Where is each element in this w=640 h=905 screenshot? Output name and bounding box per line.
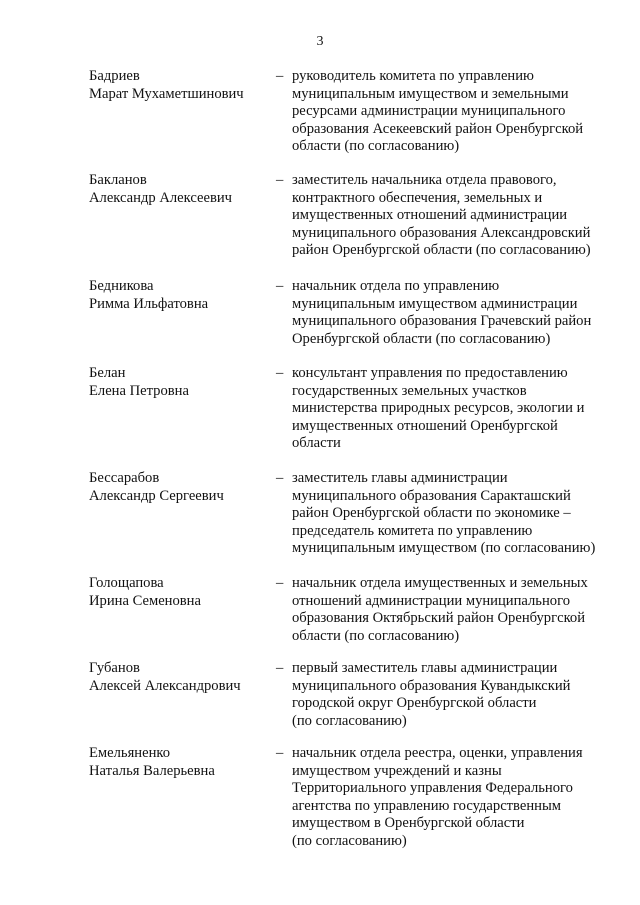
position-line: области <box>292 435 341 451</box>
member-given-names: Елена Петровна <box>89 382 189 399</box>
position-line: имуществом в Оренбургской области <box>292 815 525 831</box>
position-line: (по согласованию) <box>292 712 407 729</box>
separator-dash: – <box>276 660 284 676</box>
position-line: образования Асекеевский район Оренбургской <box>292 120 584 137</box>
position-line: муниципальным имуществом (по согласованию) <box>292 540 596 556</box>
member-surname: Бадриев <box>89 68 140 84</box>
position-line: консультант управления по предоставлению <box>292 365 568 381</box>
member-name <box>89 365 269 400</box>
separator-dash: – <box>276 365 284 381</box>
page-number: 3 <box>316 34 324 49</box>
member-name <box>89 745 269 780</box>
position-line: первый заместитель главы администрации <box>292 660 558 676</box>
position-line: ресурсами администрации муниципального <box>292 103 566 119</box>
position-line: муниципального образования Грачевский район <box>292 313 592 329</box>
member-given-names: Алексей Александрович <box>89 677 241 694</box>
separator-dash: – <box>276 68 284 84</box>
position-line: начальник отдела по управлению <box>292 278 500 294</box>
member-surname: Емельяненко <box>89 745 171 761</box>
member-position <box>292 470 614 558</box>
member-given-names: Ирина Семеновна <box>89 592 201 609</box>
position-line: район Оренбургской области по экономике – <box>292 505 571 521</box>
separator-dash: – <box>276 575 284 591</box>
member-surname: Бедникова <box>89 278 154 294</box>
member-entry <box>0 365 640 475</box>
position-line: имущественных отношений администрации <box>292 207 568 223</box>
member-position <box>292 745 614 850</box>
member-position <box>292 172 614 260</box>
position-line: район Оренбургской области (по согласованию) <box>292 242 591 258</box>
separator-dash: – <box>276 172 284 188</box>
position-line: министерства природных ресурсов, экологии и <box>292 400 585 416</box>
member-name <box>89 278 269 313</box>
member-name <box>89 470 269 505</box>
position-line: муниципального образования Саракташский <box>292 487 571 504</box>
member-position <box>292 365 614 453</box>
position-line: Оренбургской области (по согласованию) <box>292 330 551 347</box>
member-given-names: Наталья Валерьевна <box>89 762 215 779</box>
position-line: муниципальным имуществом администрации <box>292 295 578 312</box>
member-name <box>89 68 269 103</box>
position-line: Территориального управления Федерального <box>292 780 573 796</box>
member-entry <box>0 68 640 178</box>
position-line: начальник отдела реестра, оценки, управления <box>292 745 583 761</box>
member-entry <box>0 172 640 282</box>
position-line: отношений администрации муниципального <box>292 592 570 609</box>
position-line: агентства по управлению государственным <box>292 797 562 814</box>
position-line: председатель комитета по управлению <box>292 522 533 539</box>
member-name <box>89 575 269 610</box>
position-line: заместитель начальника отдела правового, <box>292 172 557 188</box>
member-position <box>292 660 614 730</box>
separator-dash: – <box>276 278 284 294</box>
position-line: государственных земельных участков <box>292 382 527 399</box>
member-given-names: Александр Сергеевич <box>89 487 224 504</box>
member-position <box>292 278 614 348</box>
member-name <box>89 172 269 207</box>
member-given-names: Марат Мухаметшинович <box>89 85 244 102</box>
member-position <box>292 575 614 645</box>
position-line: городской округ Оренбургской области <box>292 695 537 711</box>
position-line: области (по согласованию) <box>292 138 460 154</box>
position-line: области (по согласованию) <box>292 627 460 644</box>
member-entry <box>0 470 640 580</box>
member-given-names: Александр Алексеевич <box>89 189 233 206</box>
position-line: (по согласованию) <box>292 832 407 849</box>
member-surname: Голощапова <box>89 575 164 591</box>
member-surname: Бакланов <box>89 172 147 188</box>
member-entry <box>0 745 640 875</box>
member-surname: Бессарабов <box>89 470 160 486</box>
separator-dash: – <box>276 470 284 486</box>
member-given-names: Римма Ильфатовна <box>89 295 209 312</box>
position-line: имуществом учреждений и казны <box>292 762 502 779</box>
position-line: руководитель комитета по управлению <box>292 68 534 84</box>
position-line: контрактного обеспечения, земельных и <box>292 189 543 206</box>
position-line: образования Октябрьский район Оренбургской <box>292 610 586 626</box>
member-name <box>89 660 269 695</box>
member-surname: Белан <box>89 365 126 381</box>
position-line: имущественных отношений Оренбургской <box>292 417 558 434</box>
member-position <box>292 68 614 156</box>
position-line: муниципального образования Кувандыкский <box>292 677 571 694</box>
position-line: муниципальным имуществом и земельными <box>292 85 569 102</box>
member-surname: Губанов <box>89 660 140 676</box>
position-line: муниципального образования Александровский <box>292 224 591 241</box>
position-line: начальник отдела имущественных и земельных <box>292 575 588 591</box>
separator-dash: – <box>276 745 284 761</box>
position-line: заместитель главы администрации <box>292 470 508 486</box>
